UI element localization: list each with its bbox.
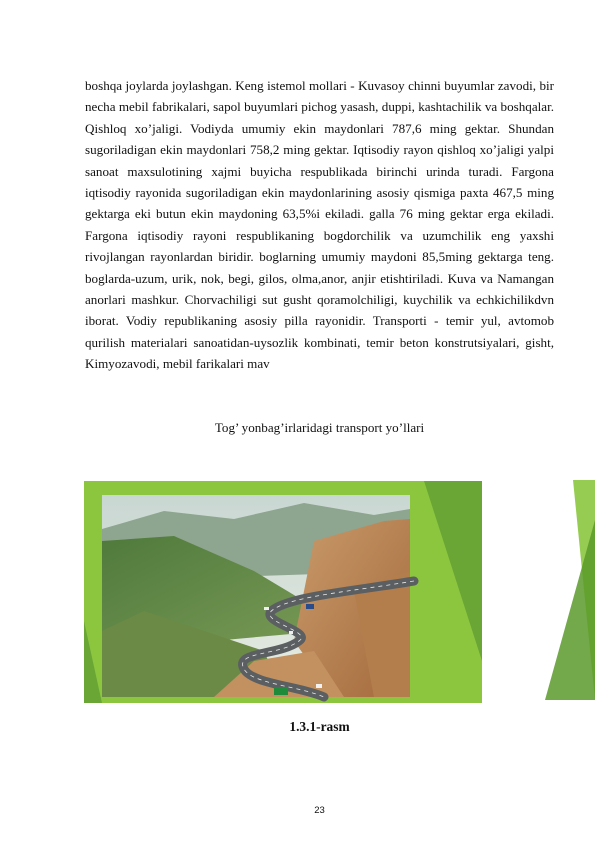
figure-caption: Tog’ yonbag’irlaridagi transport yo’llari — [214, 420, 425, 435]
body-paragraph: boshqa joylarda joylashgan. Keng istemol mollari - Kuvasoy chinni buyumlar zavodi, bir necha mebil fabrikalari, sapol buyumlari pichog yasash, duppi, kashtachilik va boshqalar. Qishloq xo’jaligi. Vodiyda umumiy ekin maydonlari 787,6 ming gektar. Shundan sugoriladigan ekin maydonlari 758,2 ming gektar. Iqtisodiy rayon qishloq xo’jaligi yalpi sanoat maxsulotining xajmi buyicha respublikada birinchi urinda turadi. Fargona iqtisodiy rayonida sugoriladigan ekin maydonlarining asosiy qismiga paxta 467,5 ming gektarga eki butun ekin maydoning 63,5%i ekiladi. galla 76 ming gektar erga ekiladi. Fargona iqtisodiy rayoni respublikaning bogdorchilik va uzumchilik eng yaxshi rivojlangan rayonlardan biridir. boglarning umumiy maydoni 85,5ming gektarga teng. boglarda-uzum, urik, nok, begi, gilos, olma,anor, anjir etishtiriladi. Kuva va Namangan anorlari mashkur. Chorvachiligi sut gusht qoramolchiligi, kuychilik va echkichilikdvn iborat. Vodiy republikaning asosiy pilla rayonidir. Transporti - temir yul, avtomob qurilish materialari sanoatidan-uysozlik kombinati, temir beton konstrutsiyalari, gisht, Kimyozavodi, mebil farikalari mav — [85, 78, 554, 372]
mountain-road-illustration — [84, 481, 482, 703]
figure-number-label: 1.3.1-rasm — [289, 719, 350, 734]
page-number: 23 — [314, 805, 325, 816]
mountain-road-photo — [84, 481, 482, 703]
body-paragraph-block — [85, 75, 554, 375]
